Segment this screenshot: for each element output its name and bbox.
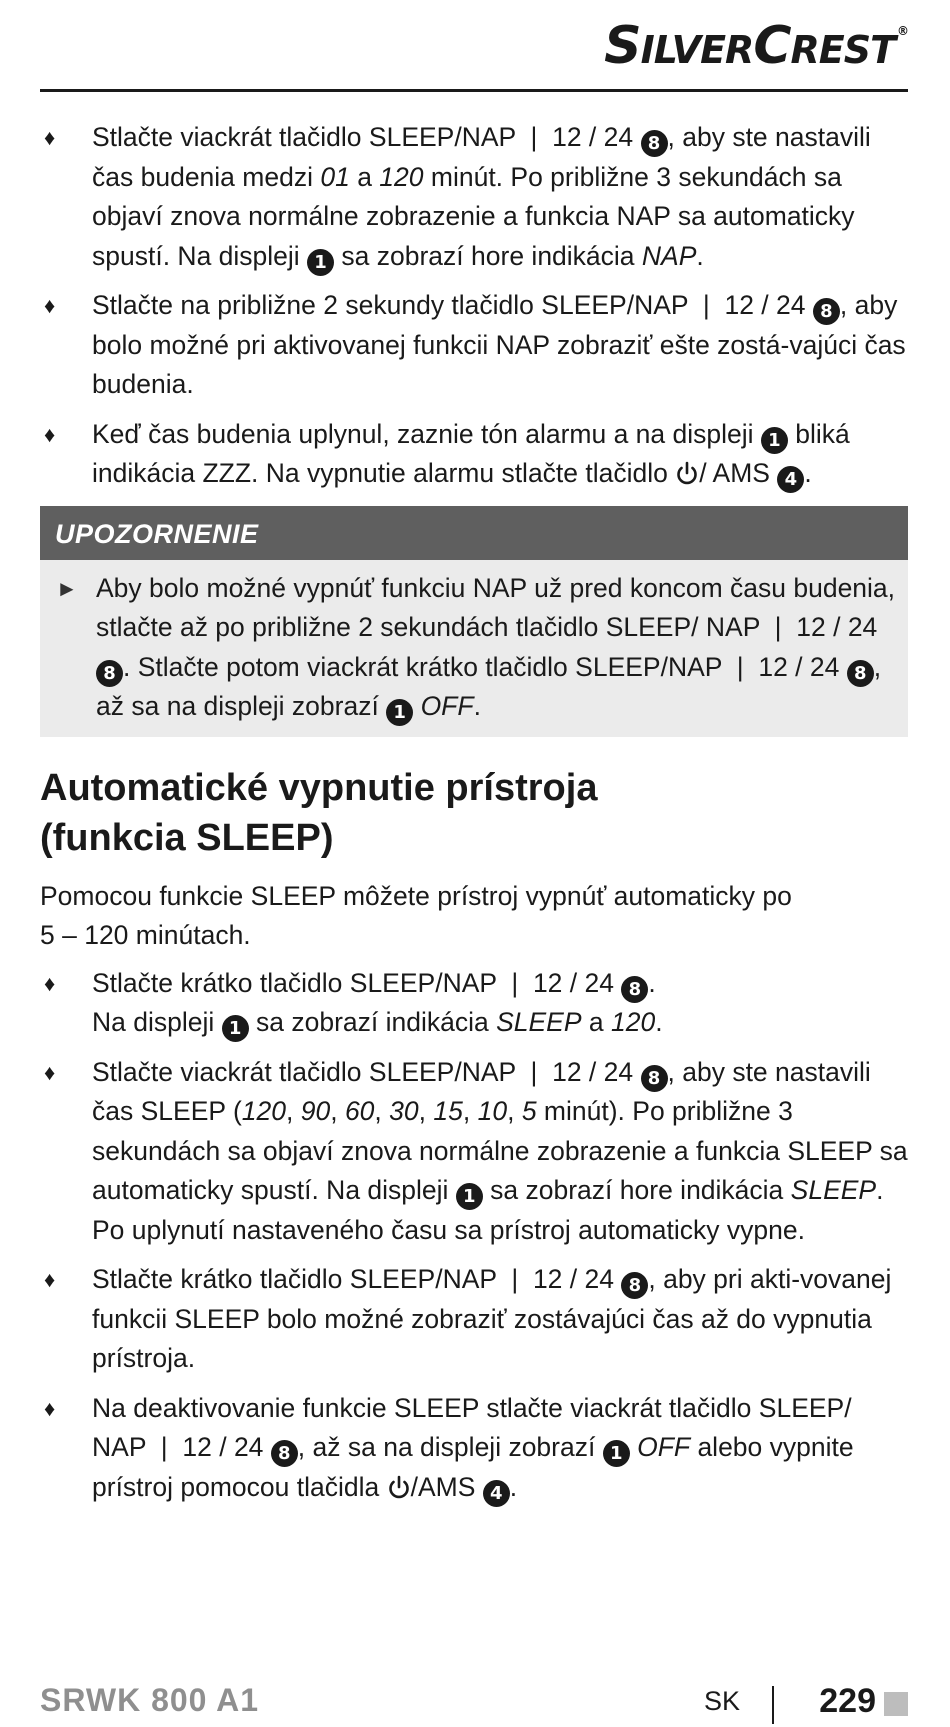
diamond-bullet-icon: ♦ <box>44 1267 56 1292</box>
note-box <box>40 560 908 737</box>
number-8-icon: 8 <box>621 1272 648 1299</box>
list-item: ♦ Keď čas budenia uplynul, zaznie tón alarmu a na displeji 1 bliká indikácia ZZZ. Na vypnutie alarmu stlačte tlačidlo / AMS 4 . <box>40 415 908 494</box>
list-item: ♦ Na deaktivovanie funkcie SLEEP stlačte viackrát tlačidlo SLEEP/ NAP | 12 / 24 8 , až sa na displeji zobrazí 1 OFF alebo vypnite prístroj pomocou tlačidla /AMS 4 . <box>40 1389 908 1508</box>
list-item: ♦ Stlačte krátko tlačidlo SLEEP/NAP | 12 / 24 8 , aby pri akti-vovanej funkcii SLEEP bolo možné zobraziť zostávajúci čas až do vypnutia prístroja. <box>40 1260 908 1379</box>
brand-logo: SILVERCREST ® <box>604 16 908 76</box>
number-4-icon: 4 <box>777 466 804 493</box>
language-code: SK <box>703 1686 740 1716</box>
header-rule <box>40 89 908 92</box>
power-icon <box>675 459 699 487</box>
footer-divider <box>772 1686 774 1724</box>
number-1-icon: 1 <box>386 699 413 726</box>
diamond-bullet-icon: ♦ <box>44 1059 56 1085</box>
arrow-bullet-icon: ► <box>56 575 78 601</box>
diamond-bullet-icon: ♦ <box>44 125 56 150</box>
model-number: SRWK 800 A1 <box>40 1682 260 1718</box>
number-8-icon: 8 <box>271 1440 298 1467</box>
list-item: ♦ Stlačte viackrát tlačidlo SLEEP/NAP | 12 / 24 8 , aby ste nastavili čas SLEEP (120, 90, 60, 30, 15, 10, 5 minút). Po približne 3 sekundách sa objaví znova normálne zobrazenie a funkcia SLEEP sa automaticky spustí. Na displeji 1 sa zobrazí hore indikácia SLEEP. Po uplynutí nastaveného času sa prístroj automaticky vypne. <box>40 1053 908 1251</box>
number-1-icon: 1 <box>456 1183 483 1210</box>
number-1-icon: 1 <box>603 1440 630 1467</box>
note-title: UPOZORNENIE <box>40 506 908 560</box>
page-footer <box>40 1682 908 1726</box>
section-title: Automatické vypnutie prístroja (funkcia SLEEP) <box>40 766 598 859</box>
page-content <box>40 118 908 1507</box>
number-4-icon: 4 <box>483 1480 510 1507</box>
list-item: ♦ Stlačte krátko tlačidlo SLEEP/NAP | 12 / 24 8 . Na displeji 1 sa zobrazí indikácia SLEEP a 120. <box>40 964 908 1043</box>
page-square-icon <box>884 1692 908 1716</box>
number-1-icon: 1 <box>761 427 788 454</box>
diamond-bullet-icon: ♦ <box>44 1395 56 1421</box>
number-8-icon: 8 <box>847 660 874 687</box>
number-8-icon: 8 <box>641 1065 668 1092</box>
number-1-icon: 1 <box>307 249 334 276</box>
section-intro: Pomocou funkcie SLEEP môžete prístroj vypnúť automaticky po 5 – 120 minútach. <box>40 880 792 950</box>
number-8-icon: 8 <box>813 298 840 325</box>
list-item: ♦ Stlačte viackrát tlačidlo SLEEP/NAP | 12 / 24 8 , aby ste nastavili čas budenia medzi 01 a 120 minút. Po približne 3 sekundách sa objaví znova normálne zobrazenie a funkcia NAP sa automaticky spustí. Na displeji 1 sa zobrazí hore indikácia NAP. <box>40 118 908 276</box>
diamond-bullet-icon: ♦ <box>44 970 56 996</box>
number-8-icon: 8 <box>96 660 123 687</box>
power-icon <box>387 1473 411 1501</box>
page-number: 229 <box>819 1682 876 1720</box>
number-8-icon: 8 <box>641 130 668 157</box>
list-item: ♦ Stlačte na približne 2 sekundy tlačidlo SLEEP/NAP | 12 / 24 8 , aby bolo možné pri aktivovanej funkcii NAP zobraziť ešte zostá-vajúci čas budenia. <box>40 286 908 405</box>
diamond-bullet-icon: ♦ <box>44 421 56 447</box>
number-1-icon: 1 <box>222 1015 249 1042</box>
diamond-bullet-icon: ♦ <box>44 293 56 318</box>
number-8-icon: 8 <box>621 976 648 1003</box>
note-item: ► Aby bolo možné vypnúť funkciu NAP už pred koncom času budenia, stlačte až po približne 2 sekundách tlačidlo SLEEP/ NAP | 12 / 24 8 . Stlačte potom viackrát krátko tlačidlo SLEEP/NAP | 12 / 24 8 , až sa na displeji zobrazí 1 OFF. <box>56 569 898 727</box>
